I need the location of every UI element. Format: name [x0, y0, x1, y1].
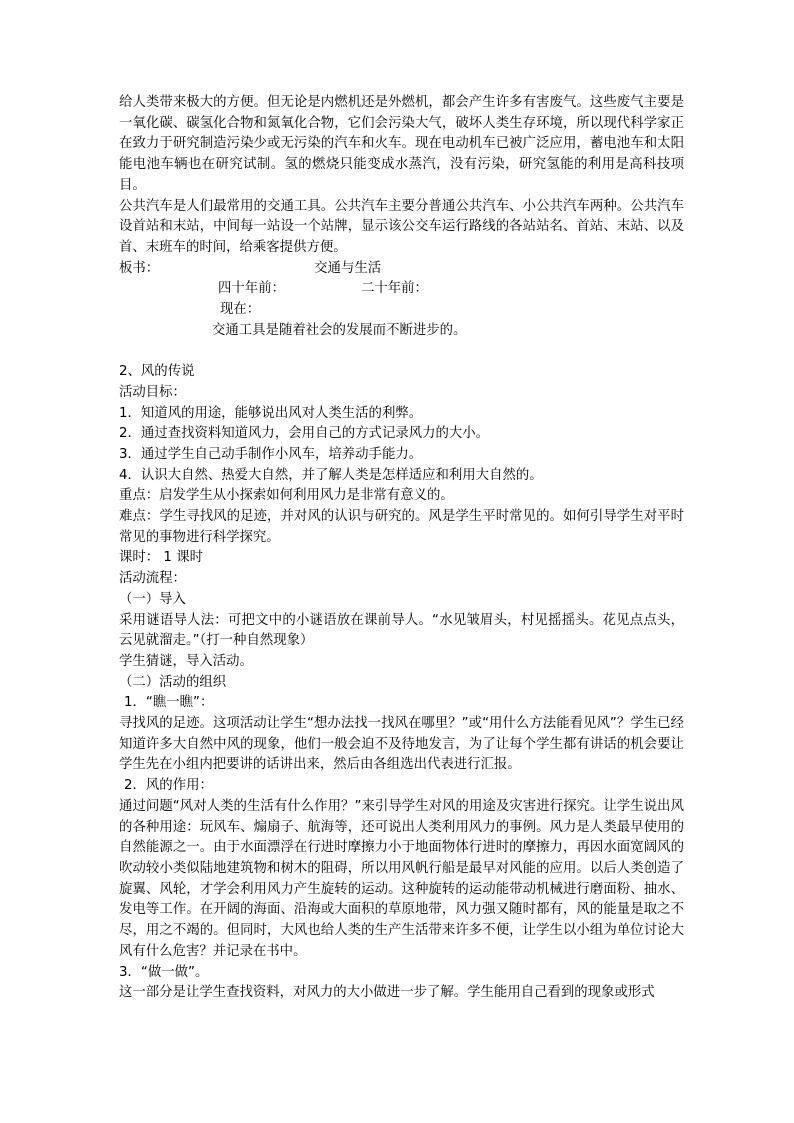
goals-label: 活动目标： — [119, 384, 186, 400]
intro-text: 采用谜语导人法：可把文中的小谜语放在课前导人。“水见皱眉头，村见摇摇头。花见点点头，云见就溜走。”（打一种自然现象） — [119, 612, 684, 649]
paragraph-bus: 公共汽车是人们最常用的交通工具。公共汽车主要分普通公共汽车、小公共汽车两种。公共汽车设首站和末站，中间每一站设一个站牌，显示该公交车运行路线的各站站名、首站、末站、以及首、末班车的时间，给乘客提供方便。 — [119, 198, 684, 255]
blackboard-section — [119, 259, 684, 342]
board-twenty-years: 二十年前： — [360, 281, 428, 297]
board-forty-years: 四十年前： — [218, 281, 285, 297]
flow-label: 活动流程： — [119, 571, 186, 587]
item2-title: 2．风的作用： — [124, 778, 213, 794]
item3-title: 3．“做一做”。 — [119, 964, 209, 980]
board-label: 板书： — [119, 260, 160, 276]
board-title: 交通与生活 — [314, 260, 382, 276]
paragraph-exhaust: 给人类带来极大的方便。但无论是内燃机还是外燃机，都会产生许多有害废气。这些废气主要是一氧化碳、碳氢化合物和氮氧化合物，它们会污染大气，破坏人类生存环境，所以现代科学家正在致力于研究制造污染少或无污染的汽车和火车。现在电动机车已被广泛应用，蓄电池车和太阳能电池车辆也在研究试制。氢的燃烧只能变成水蒸汽，没有污染，研究氢能的利用是高科技项目。 — [119, 95, 684, 193]
board-title-line — [119, 259, 684, 280]
item3-text: 这一部分是让学生查找资料，对风力的大小做进一步了解。学生能用自己看到的现象或形式 — [119, 985, 655, 1001]
goal-item: 4．认识大自然、热爱大自然，并了解人类是怎样适应和利用大自然的。 — [119, 467, 543, 483]
goal-item: 1．知道风的用途，能够说出风对人类生活的利弊。 — [119, 405, 423, 421]
document-page — [119, 93, 684, 1004]
item2-text: 通过问题“风对人类的生活有什么作用？”来引导学生对风的用途及灾害进行探究。让学生说出风的各种用途：玩风车、煽扇子、航海等，还可说出人类利用风力的事例。风力是人类最早使用的自然能源之一。由于水面漂浮在行进时摩擦力小于地面物体行进时的摩擦力，再因水面宽阔风的吹动较小类似陆地建筑物和树木的阻碍，所以用风帆行船是最早对风能的应用。以后人类创造了旋翼、风轮，才学会利用风力产生旋转的运动。这种旋转的运动能带动机械进行磨面粉、抽水、发电等工作。在开阔的海面、沿海或大面积的草原地带，风力强又随时都有，风的能量是取之不尽，用之不竭的。但同时，大风也给人类的生产生活带来许多不便，让学生以小组为单位讨论大风有什么危害？并记录在书中。 — [119, 798, 684, 959]
board-conclusion: 交通工具是随着社会的发展而不断进步的。 — [212, 322, 467, 338]
goal-item: 3．通过学生自己动手制作小风车，培养动手能力。 — [119, 446, 423, 462]
intro-heading: （一）导入 — [119, 591, 186, 607]
board-now: 现在： — [220, 302, 261, 318]
difficulty: 难点：学生寻找风的足迹，并对风的认识与研究的。风是学生平时常见的。如何引导学生对平时常见的事物进行科学探究。 — [119, 509, 684, 545]
item1-title: 1．“瞧一瞧”： — [124, 695, 214, 711]
organization-heading: （二）活动的组织 — [119, 674, 227, 690]
goal-item: 2．通过查找资料知道风力，会用自己的方式记录风力的大小。 — [119, 426, 490, 442]
guess-text: 学生猜谜，导入活动。 — [119, 653, 253, 669]
section-heading: 2、风的传说 — [119, 364, 195, 380]
item1-text: 寻找风的足迹。这项活动让学生“想办法找一找风在哪里？”或“用什么方法能看见风”？学生已经知道许多大自然中风的现象，他们一般会迫不及待地发言，为了让每个学生都有讲话的机会要让学生先在小组内把要讲的话讲出来，然后由各组选出代表进行汇报。 — [119, 716, 684, 773]
board-past-row — [119, 279, 684, 300]
key-point: 重点：启发学生从小探索如何利用风力是非常有意义的。 — [119, 488, 454, 504]
class-hours: 课时： 1 课时 — [119, 550, 203, 566]
